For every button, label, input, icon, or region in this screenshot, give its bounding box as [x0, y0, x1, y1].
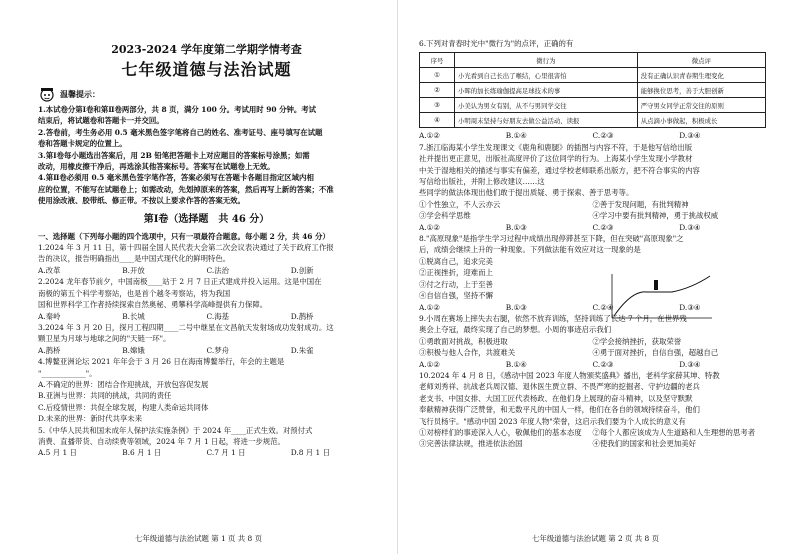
- statements-row: [419, 427, 766, 438]
- table-header: 微行为: [455, 53, 638, 68]
- table-cell: 能够换位思考，善于大胆创新: [637, 83, 765, 98]
- plateau-curve-figure: [602, 270, 717, 322]
- question-line: "____________"。: [38, 368, 97, 378]
- statements-row: [419, 199, 766, 210]
- option: A.5 月 1 日: [38, 448, 77, 458]
- statements-row: [419, 438, 766, 449]
- question-7: [419, 142, 766, 233]
- option: B.①④: [505, 359, 527, 369]
- page-footer: 七年级道德与法治试题 第 2 页 共 8 页: [532, 534, 659, 543]
- option: C.②③: [592, 222, 614, 232]
- table-cell: 从点滴小事做起，积极成长: [637, 113, 765, 128]
- option: B.6 月 1 日: [122, 448, 162, 458]
- table-cell: 小光看到自己长出了喉结，心里很害怕: [455, 68, 638, 83]
- option: D.创新: [290, 265, 314, 275]
- statement: ④自信自强，坚持不懈: [419, 291, 493, 301]
- option: C.海基: [206, 311, 230, 321]
- option: D.③④: [679, 359, 701, 369]
- note-line: 2.答卷前，考生务必用 0.5 毫米黑色签字笔将自己的姓名、准考证号、座号填写在试题: [38, 127, 323, 137]
- table-cell: ①: [420, 68, 455, 83]
- table-header: 微点评: [637, 53, 765, 68]
- question-line: 6.下列对青春时光中"微行为"的点评，正确的有: [419, 39, 574, 48]
- statements-row: [419, 210, 766, 221]
- option: B.①④: [505, 131, 527, 141]
- question-line: 颗卫星为月球与地球之间的"天链一环"。: [38, 334, 171, 344]
- question-line: 10.2024 年 4 月 8 日，《感动中国 2023 年度人物颁奖盛典》播出，老科学家薛其坤、特教: [419, 370, 720, 380]
- statement: ③付之行动，上于至善: [419, 279, 493, 289]
- question-line: 写信给出版社，并附上修改建议……这: [419, 177, 545, 187]
- exam-header: 2023-2024 学年度第二学期学情考查: [111, 43, 302, 56]
- option: C.②③: [592, 359, 614, 369]
- table-row: [420, 98, 766, 113]
- table-cell: 严守男女同学正常交往的原则: [637, 98, 765, 113]
- option: B.嫦娥: [122, 345, 145, 355]
- question-line: 消费、直播带货、自动续费等领域，2024 年 7 月 1 日起，将进一步规范。: [38, 436, 285, 446]
- statement: ④学习中要有批判精神，勇于挑战权威: [592, 211, 719, 221]
- option: D.③④: [679, 302, 701, 312]
- table-header: 序号: [420, 53, 455, 68]
- note-line: 1.本试卷分第Ⅰ卷和第Ⅱ卷两部分，共 8 页，满分 100 分。考试用时 90 分钟。考试: [38, 105, 317, 114]
- options-row: [419, 130, 766, 141]
- statement: ②学会接纳挫折，获取荣誉: [592, 336, 682, 346]
- question-line: 中关于湿地相关的描述与事实有偏差，通过学校老师联系出版方，把不符合事实的内容: [419, 165, 700, 175]
- option: D.未来的世界：新时代共享未来: [38, 414, 143, 424]
- table-cell: ③: [420, 98, 455, 113]
- question-line: 国和世界科学工作者持续探索自然奥秘、勇攀科学高峰提供有力保障。: [38, 300, 268, 310]
- statement: ③学会科学思维: [419, 211, 471, 221]
- option: D.鹊桥: [290, 311, 314, 321]
- statements-row: [419, 347, 766, 358]
- table-cell: ②: [420, 83, 455, 98]
- option: C.②④: [592, 302, 614, 312]
- statement: ②善于发现问题，有批判精神: [592, 199, 689, 209]
- exam-page-2: [397, 0, 794, 554]
- question-line: 8."高原现象"是指学生学习过程中成绩出现停滞甚至下降，但在突破"高原现象"之: [419, 234, 684, 244]
- statements-row: [419, 336, 766, 347]
- option: C.后疫情世界：共促全球发展，构建人类命运共同体: [38, 402, 209, 412]
- option: A.鹊桥: [38, 345, 61, 355]
- question-line: 7.浙江临海某小学生发现课文《鹿角和鹿腿》的插图与内容不符，于是他写信给出版: [419, 142, 693, 152]
- question-line: 5.《中华人民共和国未成年人保护法实施条例》于 2024 年____正式生效。对预付式: [38, 425, 313, 435]
- question-line: 老支书、中国女排、大国工匠代表杨政、在他们身上展现的奋斗精神，以及坚守默默: [419, 393, 693, 403]
- table-row: [420, 83, 766, 98]
- statement: ①个性独立，不人云亦云: [419, 199, 501, 209]
- question-line: 2.2024 龙年春节前夕，中国南极____站于 2 月 7 日正式建成并投入运用。这是中国在: [38, 277, 322, 287]
- question-line: 南极的第五个科学考察站，也是首个越冬考察站，将为我国: [38, 288, 231, 298]
- exam-title: 七年级道德与法治试题: [121, 60, 292, 79]
- note-line: 3.第Ⅰ卷每小题选出答案后，用 2B 铅笔把答题卡上对应题目的答案标号涂黑；如需: [38, 150, 310, 160]
- tips-row: [38, 86, 375, 102]
- question-10: [419, 370, 766, 450]
- question-2: [38, 276, 375, 322]
- table-row: [420, 113, 766, 128]
- question-5: [38, 425, 375, 459]
- question-line: 4.博鳌亚洲论坛 2021 年年会于 3 月 26 日在海南博鳌举行，年会的主题是: [38, 357, 285, 367]
- statement: ①勇敢面对挑战，积极进取: [419, 336, 508, 346]
- option: C.②③: [592, 131, 614, 141]
- section-heading: 第Ⅰ卷（选择题 共 46 分）: [143, 213, 270, 225]
- question-line: 社并提出更正意见，出版社高度评价了这位同学的行为。上海某小学生发现小学教材: [419, 154, 693, 164]
- statement: ④使我们的国家和社会更加美好: [592, 439, 696, 449]
- statement: ③积极与他人合作，共渡难关: [419, 348, 516, 358]
- option: B.亚洲与世界：共同的挑战，共同的责任: [38, 391, 172, 401]
- note-line: 使用涂改液、胶带纸、修正带。不按以上要求作答的答案无效。: [38, 196, 245, 206]
- statement: ①对榜样们的事迹深入人心，敬佩他们的基本态度: [419, 427, 582, 437]
- note-line: 改动，用橡皮擦干净后，再选涂其他答案标号。答案写在试题卷上无效。: [38, 162, 275, 172]
- option: C.梦舟: [206, 345, 230, 355]
- statement: ④勇于面对挫折，自信自强，超越自己: [592, 348, 719, 358]
- question-line: 飞行员杨宇。"感动中国 2023 年度人物"荣誉，这启示我们要为个人成长的意义有: [419, 416, 686, 426]
- option: A.秦岭: [38, 311, 61, 321]
- option: B.①③: [505, 302, 527, 312]
- question-line: 后，成绩会继续上升的一种现象。下列做法能有效应对这一现象的是: [419, 245, 641, 255]
- option: A.改革: [38, 265, 61, 275]
- note-line: 结束后，将试题卷和答题卡一并交回。: [38, 116, 164, 126]
- question-line: 1.2024 年 3 月 11 日，第十四届全国人民代表大会第二次会议表决通过了关于政府工作报: [38, 243, 334, 253]
- question-line: 告的决议，报告明确指出____是中国式现代化的鲜明特色。: [38, 254, 231, 264]
- option: C.法治: [206, 265, 230, 275]
- table-cell: 小晖的加长练瑜伽提高足球技术的事: [455, 83, 638, 98]
- option: B.①③: [505, 222, 527, 232]
- option: B.长城: [122, 311, 145, 321]
- question-3: [38, 322, 375, 356]
- option: A.①②: [419, 302, 440, 312]
- option: D.③④: [679, 131, 701, 141]
- option: B.开放: [122, 265, 145, 275]
- option: D.8 月 1 日: [290, 448, 330, 458]
- question-line: 奉献精神获得广泛赞誉，和无数平凡的中国人一样，他们在各自的领域持续奋斗，他们: [419, 405, 700, 415]
- table-row: [420, 68, 766, 83]
- question-4: [38, 356, 375, 424]
- statement: ①脱离自己，追求完美: [419, 256, 493, 266]
- plateau-marker: [654, 280, 658, 290]
- option: D.③④: [679, 222, 701, 232]
- question-line: 9.小周在赛场上摔失去右腿，依然不放弃训练，坚持训练了长达 7 个月，在世界残: [419, 313, 687, 323]
- note-line: 4.第Ⅱ卷必须用 0.5 毫米黑色签字笔作答，答案必须写在答题卡各题目指定区域内相: [38, 173, 314, 183]
- q6-table: [419, 52, 766, 128]
- statement: ③完善法律法规，推进依法治国: [419, 439, 523, 449]
- statement: ②正视挫折，迎难而上: [419, 268, 493, 278]
- options-row: [38, 265, 375, 276]
- exam-notes: [38, 104, 375, 207]
- option: A.①②: [419, 222, 440, 232]
- note-line: 卷和答题卡规定的位置上。: [38, 139, 127, 149]
- options-row: [419, 359, 766, 370]
- table-cell: ④: [420, 113, 455, 128]
- page-footer: 七年级道德与法治试题 第 1 页 共 8 页: [135, 534, 262, 543]
- note-line: 应的位置，不能写在试题卷上；如需改动，先划掉原来的答案，然后再写上新的答案；不准: [38, 184, 334, 194]
- question-1: [38, 242, 375, 276]
- question-line: 3.2024 年 3 月 20 日，探月工程四期____二号中继星在文昌航天发射场成功发射成功。这: [38, 322, 334, 332]
- option: C.7 月 1 日: [206, 448, 246, 458]
- question-line: 些同学的做法体现出他们敢于提出质疑、勇于探索、善于思考等。: [419, 188, 634, 198]
- option: D.朱雀: [290, 345, 314, 355]
- statement: ②每个人都应该成为人生道路和人生理想的思考者: [592, 427, 756, 437]
- table-cell: 小明周末坚持与好朋友去做公益活动、读报: [455, 113, 638, 128]
- question-line: 老师刘秀祥、抗战老兵周汉德、退休医生贾立群、不畏严寒的挖掘者、守护边疆的老兵: [419, 382, 700, 392]
- score-curve: [614, 276, 710, 316]
- option: A.不确定的世界：团结合作迎挑战，开放包容促发展: [38, 379, 209, 389]
- options-row: [38, 345, 375, 356]
- question-line: 奥会上夺冠，最终实现了自己的梦想。小周的事迹启示我们: [419, 325, 612, 335]
- option: A.①②: [419, 131, 440, 141]
- table-cell: 没有正确认识青春期生理变化: [637, 68, 765, 83]
- table-cell: 小美认为男女有别，从不与男同学交往: [455, 98, 638, 113]
- part-instructions: 一、选择题（下列每小题的四个选项中，只有一项最符合题意。每小题 2 分，共 46 分）: [38, 231, 330, 241]
- options-row: [38, 447, 375, 458]
- options-row: [419, 222, 766, 233]
- options-row: [38, 311, 375, 322]
- tips-label: 温馨提示：: [60, 88, 100, 99]
- option: A.①②: [419, 359, 440, 369]
- mascot-icon: [38, 86, 56, 102]
